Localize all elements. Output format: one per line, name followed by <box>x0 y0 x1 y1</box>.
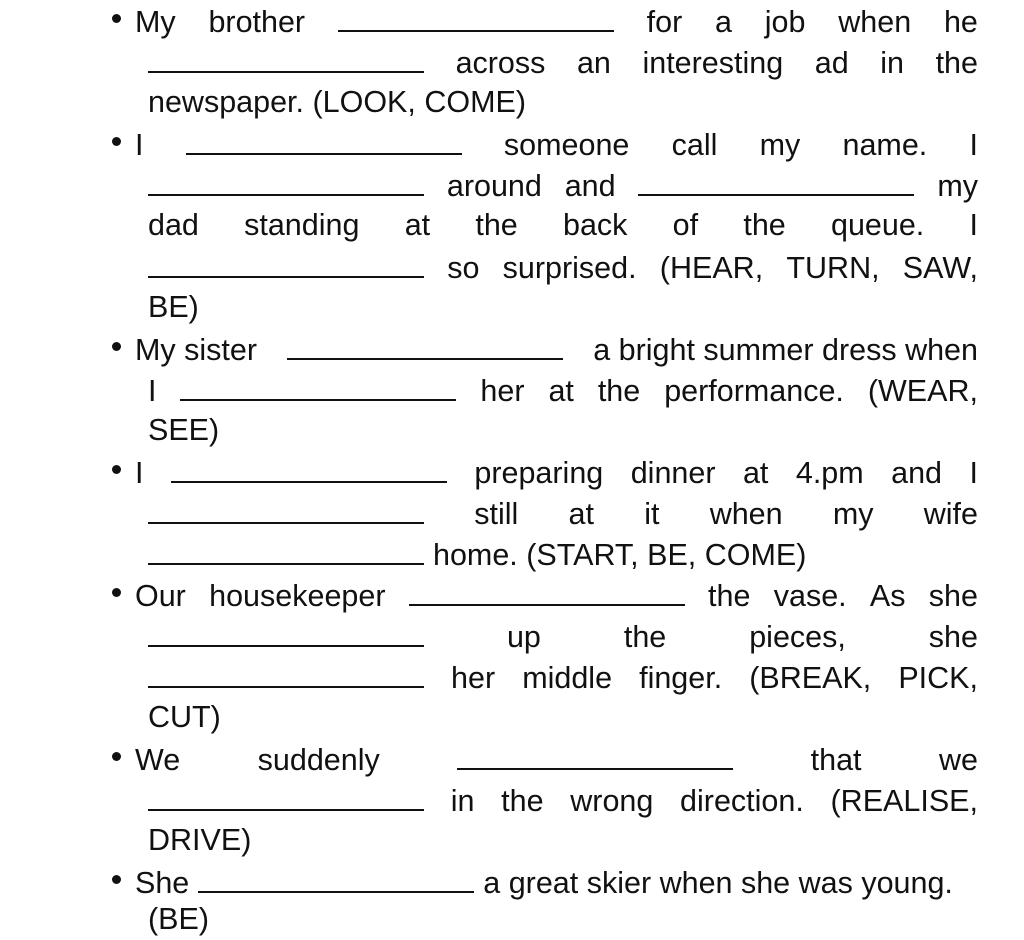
answer-blank[interactable] <box>171 451 447 483</box>
word: the <box>623 620 667 654</box>
word: queue. <box>830 208 925 242</box>
item-7-line-2 <box>148 899 978 940</box>
word: dinner <box>630 456 716 490</box>
word: at <box>742 456 769 490</box>
word: when <box>709 497 783 531</box>
answer-blank[interactable] <box>186 123 462 155</box>
answer-blank[interactable] <box>638 164 914 196</box>
answer-blank[interactable] <box>409 574 685 606</box>
word: TURN, <box>786 251 880 285</box>
word: pieces, <box>749 620 846 654</box>
word: surprised. <box>502 251 637 285</box>
word: back <box>563 208 628 242</box>
item-2-line-2 <box>148 164 978 205</box>
answer-blank[interactable] <box>148 41 424 73</box>
word: and <box>564 169 616 203</box>
item-6-line-3 <box>148 820 978 861</box>
word: My <box>135 5 176 39</box>
word: and <box>891 456 943 490</box>
word: I <box>148 374 157 408</box>
word: in <box>450 784 475 818</box>
word: standing <box>244 208 360 242</box>
item-2-line-5 <box>148 287 978 328</box>
word: my <box>832 497 874 531</box>
word: in <box>880 46 905 80</box>
word: direction. <box>680 784 804 818</box>
word: I <box>135 128 144 162</box>
word: SEE) <box>148 413 220 447</box>
word: my <box>759 128 801 162</box>
word: my <box>937 169 978 203</box>
word: housekeeper <box>209 579 386 613</box>
answer-blank[interactable] <box>148 656 424 688</box>
item-3-line-3 <box>148 410 978 451</box>
word: we <box>938 743 978 777</box>
word: still <box>474 497 519 531</box>
word: home. (START, BE, COME) <box>433 538 807 572</box>
word: I <box>969 128 978 162</box>
word: her <box>480 374 525 408</box>
word: someone <box>503 128 630 162</box>
word: preparing <box>474 456 604 490</box>
word: the <box>935 46 978 80</box>
word: PICK, <box>898 661 978 695</box>
word: it <box>644 497 660 531</box>
bullet-icon <box>112 465 121 474</box>
bullet-icon <box>112 752 121 761</box>
item-1-line-2 <box>148 41 978 82</box>
word: at <box>548 374 574 408</box>
word: he <box>943 5 978 39</box>
item-1-line-1 <box>135 0 978 41</box>
word: (WEAR, <box>867 374 978 408</box>
item-4-line-1 <box>135 451 978 492</box>
item-2-line-4 <box>148 246 978 287</box>
item-5-line-1 <box>135 574 978 615</box>
word: she <box>928 620 978 654</box>
word: she <box>928 579 978 613</box>
word: She <box>135 866 190 900</box>
answer-blank[interactable] <box>338 0 614 32</box>
word: at <box>568 497 594 531</box>
bullet-icon <box>112 137 121 146</box>
bullet-icon <box>112 14 121 23</box>
word: middle <box>522 661 613 695</box>
answer-blank[interactable] <box>148 246 424 278</box>
word: a bright summer dress when <box>593 333 978 367</box>
word: her <box>451 661 496 695</box>
item-3-line-1 <box>135 328 978 369</box>
item-7-line-1 <box>135 861 988 902</box>
word: I <box>969 456 978 490</box>
word: of <box>672 208 699 242</box>
answer-blank[interactable] <box>148 164 424 196</box>
answer-blank[interactable] <box>148 533 424 565</box>
word: for <box>646 5 683 39</box>
item-5-line-3 <box>148 656 978 697</box>
word: around <box>446 169 542 203</box>
item-5-line-2 <box>148 615 978 656</box>
word: SAW, <box>902 251 978 285</box>
word: a <box>715 5 732 39</box>
word: so <box>447 251 480 285</box>
answer-blank[interactable] <box>148 615 424 647</box>
word: CUT) <box>148 700 221 734</box>
word: (HEAR, <box>659 251 764 285</box>
bullet-icon <box>112 588 121 597</box>
item-4-line-3 <box>148 533 978 574</box>
item-6-line-1 <box>135 738 978 779</box>
word: Our <box>135 579 186 613</box>
word: brother <box>208 5 306 39</box>
word: DRIVE) <box>148 823 252 857</box>
word: (REALISE, <box>830 784 978 818</box>
word: at <box>404 208 431 242</box>
word: ad <box>814 46 849 80</box>
bullet-icon <box>112 875 121 884</box>
word: interesting <box>642 46 784 80</box>
word: dad <box>148 208 199 242</box>
word: suddenly <box>257 743 380 777</box>
word: the <box>501 784 544 818</box>
item-6-line-2 <box>148 779 978 820</box>
word: 4.pm <box>795 456 864 490</box>
answer-blank[interactable] <box>198 861 474 893</box>
answer-blank[interactable] <box>180 369 456 401</box>
item-2-line-3 <box>148 205 978 246</box>
word: a great skier when she was young. <box>483 866 953 900</box>
word: when <box>838 5 912 39</box>
word: the <box>708 579 751 613</box>
answer-blank[interactable] <box>148 779 424 811</box>
word: the <box>743 208 786 242</box>
word: performance. <box>664 374 844 408</box>
word: the <box>475 208 518 242</box>
item-2-line-1 <box>135 123 978 164</box>
word: that <box>810 743 862 777</box>
answer-blank[interactable] <box>457 738 733 770</box>
word: job <box>764 5 806 39</box>
word: vase. <box>773 579 847 613</box>
word: wrong <box>570 784 654 818</box>
word: I <box>969 208 978 242</box>
word: finger. <box>639 661 723 695</box>
item-1-line-3 <box>148 82 978 123</box>
word: I <box>135 456 144 490</box>
word: As <box>869 579 906 613</box>
word: (BREAK, <box>749 661 872 695</box>
word: newspaper. (LOOK, COME) <box>148 85 526 119</box>
item-3-line-2 <box>148 369 978 410</box>
item-4-line-2 <box>148 492 978 533</box>
word: call <box>671 128 718 162</box>
word: BE) <box>148 290 199 324</box>
word: an <box>576 46 611 80</box>
answer-blank[interactable] <box>287 328 563 360</box>
bullet-icon <box>112 342 121 351</box>
word: (BE) <box>148 902 209 936</box>
word: the <box>597 374 641 408</box>
word: up <box>506 620 541 654</box>
word: name. <box>842 128 928 162</box>
word: across <box>455 46 546 80</box>
word: We <box>135 743 181 777</box>
item-5-line-4 <box>148 697 978 738</box>
answer-blank[interactable] <box>148 492 424 524</box>
word: My sister <box>135 333 257 367</box>
word: wife <box>923 497 978 531</box>
